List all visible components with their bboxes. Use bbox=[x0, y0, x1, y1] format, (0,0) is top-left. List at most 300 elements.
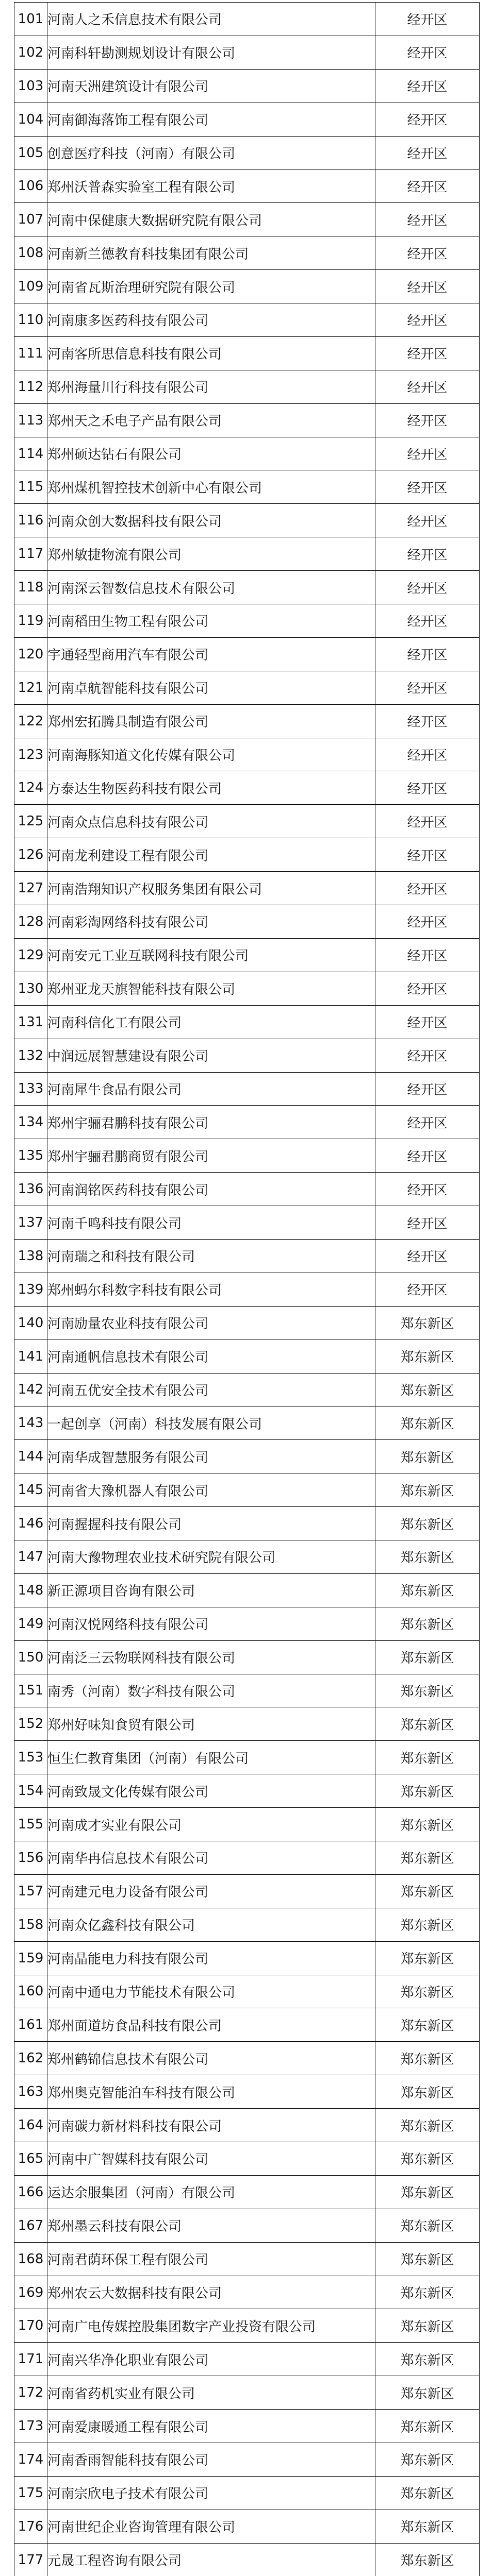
table-row bbox=[14, 136, 480, 170]
company-name: 河南客所思信息科技有限公司 bbox=[47, 336, 375, 370]
company-name: 河南泛三云物联网科技有限公司 bbox=[47, 1640, 375, 1674]
district: 经开区 bbox=[375, 1039, 480, 1072]
company-name: 河南众点信息科技有限公司 bbox=[47, 805, 375, 838]
row-number: 129 bbox=[14, 938, 47, 972]
table-row bbox=[14, 69, 480, 103]
table-row bbox=[14, 2543, 480, 2576]
row-number: 130 bbox=[14, 972, 47, 1005]
district: 郑东新区 bbox=[375, 1340, 480, 1373]
table-row bbox=[14, 571, 480, 604]
district: 经开区 bbox=[375, 103, 480, 136]
district: 经开区 bbox=[375, 403, 480, 437]
company-name: 河南深云智数信息技术有限公司 bbox=[47, 571, 375, 604]
row-number: 107 bbox=[14, 203, 47, 236]
company-name: 河南碳力新材料科技有限公司 bbox=[47, 2109, 375, 2142]
company-name: 河南千鸣科技有限公司 bbox=[47, 1206, 375, 1240]
row-number: 175 bbox=[14, 2476, 47, 2510]
row-number: 133 bbox=[14, 1072, 47, 1106]
table-row bbox=[14, 103, 480, 136]
company-name: 南秀（河南）数字科技有限公司 bbox=[47, 1674, 375, 1707]
table-row bbox=[14, 2008, 480, 2042]
table-row bbox=[14, 905, 480, 939]
district: 经开区 bbox=[375, 437, 480, 470]
company-name: 河南科信化工有限公司 bbox=[47, 1005, 375, 1039]
table-row bbox=[14, 236, 480, 270]
company-name: 宇通轻型商用汽车有限公司 bbox=[47, 637, 375, 671]
district: 郑东新区 bbox=[375, 1808, 480, 1841]
table-row bbox=[14, 1406, 480, 1440]
district: 郑东新区 bbox=[375, 1306, 480, 1340]
table-row bbox=[14, 805, 480, 838]
table-row bbox=[14, 1841, 480, 1874]
table-row bbox=[14, 2309, 480, 2343]
row-number: 134 bbox=[14, 1106, 47, 1139]
row-number: 172 bbox=[14, 2376, 47, 2410]
row-number: 168 bbox=[14, 2242, 47, 2276]
company-name: 恒生仁教育集团（河南）有限公司 bbox=[47, 1741, 375, 1774]
district: 郑东新区 bbox=[375, 1908, 480, 1941]
row-number: 138 bbox=[14, 1239, 47, 1273]
row-number: 165 bbox=[14, 2142, 47, 2176]
company-name: 河南科轩勘测规划设计有限公司 bbox=[47, 36, 375, 69]
table-row bbox=[14, 36, 480, 69]
company-name: 运达余服集团（河南）有限公司 bbox=[47, 2175, 375, 2209]
row-number: 126 bbox=[14, 838, 47, 872]
district: 郑东新区 bbox=[375, 1741, 480, 1774]
district: 郑东新区 bbox=[375, 1774, 480, 1808]
row-number: 124 bbox=[14, 771, 47, 805]
row-number: 132 bbox=[14, 1039, 47, 1072]
row-number: 111 bbox=[14, 336, 47, 370]
row-number: 108 bbox=[14, 236, 47, 270]
district: 郑东新区 bbox=[375, 2276, 480, 2309]
company-name: 河南中保健康大数据研究院有限公司 bbox=[47, 203, 375, 236]
table-row bbox=[14, 370, 480, 403]
district: 经开区 bbox=[375, 236, 480, 270]
district: 经开区 bbox=[375, 1139, 480, 1173]
table-row bbox=[14, 1273, 480, 1306]
row-number: 122 bbox=[14, 704, 47, 738]
row-number: 146 bbox=[14, 1507, 47, 1540]
district: 郑东新区 bbox=[375, 2476, 480, 2510]
district: 郑东新区 bbox=[375, 1373, 480, 1406]
company-name: 河南卓航智能科技有限公司 bbox=[47, 671, 375, 704]
table-row bbox=[14, 2109, 480, 2142]
district: 经开区 bbox=[375, 972, 480, 1005]
table-row bbox=[14, 470, 480, 504]
district: 经开区 bbox=[375, 69, 480, 103]
row-number: 121 bbox=[14, 671, 47, 704]
company-name: 河南成才实业有限公司 bbox=[47, 1808, 375, 1841]
company-name: 郑州煤机智控技术创新中心有限公司 bbox=[47, 470, 375, 504]
table-row bbox=[14, 3, 480, 36]
table-row bbox=[14, 2242, 480, 2276]
row-number: 160 bbox=[14, 1975, 47, 2008]
district: 郑东新区 bbox=[375, 1473, 480, 1507]
district: 郑东新区 bbox=[375, 2142, 480, 2176]
row-number: 158 bbox=[14, 1908, 47, 1941]
table-row bbox=[14, 2209, 480, 2242]
table-row bbox=[14, 2175, 480, 2209]
company-name: 郑州硕达钻石有限公司 bbox=[47, 437, 375, 470]
district: 经开区 bbox=[375, 771, 480, 805]
district: 郑东新区 bbox=[375, 2410, 480, 2443]
row-number: 166 bbox=[14, 2175, 47, 2209]
table-row bbox=[14, 838, 480, 872]
company-name: 河南新兰德教育科技集团有限公司 bbox=[47, 236, 375, 270]
row-number: 157 bbox=[14, 1874, 47, 1908]
company-name: 河南大豫物理农业技术研究院有限公司 bbox=[47, 1540, 375, 1573]
company-name: 河南华成智慧服务有限公司 bbox=[47, 1440, 375, 1473]
company-name: 郑州宇骊君鹏商贸有限公司 bbox=[47, 1139, 375, 1173]
district: 郑东新区 bbox=[375, 1941, 480, 1975]
row-number: 109 bbox=[14, 270, 47, 303]
district: 郑东新区 bbox=[375, 2175, 480, 2209]
district: 郑东新区 bbox=[375, 2242, 480, 2276]
row-number: 161 bbox=[14, 2008, 47, 2042]
table-row bbox=[14, 1808, 480, 1841]
table-row bbox=[14, 771, 480, 805]
table-row bbox=[14, 403, 480, 437]
table-row bbox=[14, 1173, 480, 1206]
row-number: 120 bbox=[14, 637, 47, 671]
table-row bbox=[14, 1674, 480, 1707]
table-row bbox=[14, 1340, 480, 1373]
district: 经开区 bbox=[375, 370, 480, 403]
company-name: 河南通帆信息技术有限公司 bbox=[47, 1340, 375, 1373]
row-number: 154 bbox=[14, 1774, 47, 1808]
district: 经开区 bbox=[375, 270, 480, 303]
district: 经开区 bbox=[375, 1072, 480, 1106]
row-number: 151 bbox=[14, 1674, 47, 1707]
company-name: 河南致晟文化传媒有限公司 bbox=[47, 1774, 375, 1808]
company-name: 河南龙利建设工程有限公司 bbox=[47, 838, 375, 872]
row-number: 163 bbox=[14, 2075, 47, 2109]
row-number: 112 bbox=[14, 370, 47, 403]
company-name: 郑州好味知食贸有限公司 bbox=[47, 1707, 375, 1741]
row-number: 119 bbox=[14, 604, 47, 638]
table-row bbox=[14, 1975, 480, 2008]
district: 经开区 bbox=[375, 604, 480, 638]
district: 经开区 bbox=[375, 872, 480, 905]
company-name: 河南宗欣电子技术有限公司 bbox=[47, 2476, 375, 2510]
district: 经开区 bbox=[375, 203, 480, 236]
table-row bbox=[14, 1507, 480, 1540]
company-name: 郑州农云大数据科技有限公司 bbox=[47, 2276, 375, 2309]
row-number: 127 bbox=[14, 872, 47, 905]
company-name: 河南天洲建筑设计有限公司 bbox=[47, 69, 375, 103]
table-row bbox=[14, 1640, 480, 1674]
district: 经开区 bbox=[375, 170, 480, 203]
company-name: 河南省瓦斯治理研究院有限公司 bbox=[47, 270, 375, 303]
table-row bbox=[14, 1540, 480, 1573]
district: 郑东新区 bbox=[375, 2042, 480, 2075]
row-number: 123 bbox=[14, 738, 47, 771]
company-name: 郑州沃普森实验室工程有限公司 bbox=[47, 170, 375, 203]
company-name: 郑州宏拓腾具制造有限公司 bbox=[47, 704, 375, 738]
table-row bbox=[14, 1941, 480, 1975]
table-row bbox=[14, 203, 480, 236]
district: 经开区 bbox=[375, 1239, 480, 1273]
row-number: 176 bbox=[14, 2510, 47, 2543]
district: 郑东新区 bbox=[375, 1874, 480, 1908]
company-name: 河南人之禾信息技术有限公司 bbox=[47, 3, 375, 36]
district: 经开区 bbox=[375, 3, 480, 36]
company-name: 郑州蚂尔科数字科技有限公司 bbox=[47, 1273, 375, 1306]
row-number: 104 bbox=[14, 103, 47, 136]
district: 郑东新区 bbox=[375, 2008, 480, 2042]
company-name: 一起创享（河南）科技发展有限公司 bbox=[47, 1406, 375, 1440]
table-row bbox=[14, 704, 480, 738]
table-row bbox=[14, 1440, 480, 1473]
district: 郑东新区 bbox=[375, 1607, 480, 1640]
company-name: 河南中广智媒科技有限公司 bbox=[47, 2142, 375, 2176]
table-row bbox=[14, 336, 480, 370]
company-name: 郑州面道坊食品科技有限公司 bbox=[47, 2008, 375, 2042]
row-number: 102 bbox=[14, 36, 47, 69]
company-name: 河南君荫环保工程有限公司 bbox=[47, 2242, 375, 2276]
company-name: 河南瑞之和科技有限公司 bbox=[47, 1239, 375, 1273]
row-number: 136 bbox=[14, 1173, 47, 1206]
row-number: 149 bbox=[14, 1607, 47, 1640]
row-number: 164 bbox=[14, 2109, 47, 2142]
district: 经开区 bbox=[375, 905, 480, 939]
table-row bbox=[14, 2075, 480, 2109]
district: 经开区 bbox=[375, 938, 480, 972]
row-number: 116 bbox=[14, 504, 47, 537]
row-number: 155 bbox=[14, 1808, 47, 1841]
row-number: 156 bbox=[14, 1841, 47, 1874]
table-row bbox=[14, 1707, 480, 1741]
row-number: 143 bbox=[14, 1406, 47, 1440]
company-name: 河南世纪企业咨询管理有限公司 bbox=[47, 2510, 375, 2543]
table-row bbox=[14, 2276, 480, 2309]
company-name: 河南安元工业互联网科技有限公司 bbox=[47, 938, 375, 972]
district: 经开区 bbox=[375, 738, 480, 771]
company-name: 河南润铭医药科技有限公司 bbox=[47, 1173, 375, 1206]
row-number: 162 bbox=[14, 2042, 47, 2075]
table-row bbox=[14, 1373, 480, 1406]
company-name: 河南华冉信息技术有限公司 bbox=[47, 1841, 375, 1874]
row-number: 147 bbox=[14, 1540, 47, 1573]
company-list-body bbox=[14, 3, 480, 2576]
row-number: 145 bbox=[14, 1473, 47, 1507]
table-row bbox=[14, 1206, 480, 1240]
row-number: 125 bbox=[14, 805, 47, 838]
company-name: 中润远展智慧建设有限公司 bbox=[47, 1039, 375, 1072]
company-name: 河南中通电力节能技术有限公司 bbox=[47, 1975, 375, 2008]
row-number: 169 bbox=[14, 2276, 47, 2309]
table-row bbox=[14, 2410, 480, 2443]
row-number: 159 bbox=[14, 1941, 47, 1975]
company-name: 河南五优安全技术有限公司 bbox=[47, 1373, 375, 1406]
table-row bbox=[14, 303, 480, 337]
district: 郑东新区 bbox=[375, 2543, 480, 2576]
company-name: 河南建元电力设备有限公司 bbox=[47, 1874, 375, 1908]
row-number: 110 bbox=[14, 303, 47, 337]
row-number: 153 bbox=[14, 1741, 47, 1774]
district: 郑东新区 bbox=[375, 1640, 480, 1674]
table-row bbox=[14, 1239, 480, 1273]
district: 郑东新区 bbox=[375, 1440, 480, 1473]
district: 经开区 bbox=[375, 637, 480, 671]
table-row bbox=[14, 2142, 480, 2176]
row-number: 117 bbox=[14, 537, 47, 571]
row-number: 148 bbox=[14, 1573, 47, 1607]
table-row bbox=[14, 2343, 480, 2376]
row-number: 139 bbox=[14, 1273, 47, 1306]
row-number: 115 bbox=[14, 470, 47, 504]
table-row bbox=[14, 1573, 480, 1607]
table-row bbox=[14, 1005, 480, 1039]
company-name: 河南励量农业科技有限公司 bbox=[47, 1306, 375, 1340]
table-row bbox=[14, 1607, 480, 1640]
table-row bbox=[14, 1106, 480, 1139]
row-number: 173 bbox=[14, 2410, 47, 2443]
company-name: 元晟工程咨询有限公司 bbox=[47, 2543, 375, 2576]
company-name: 河南广电传媒控股集团数字产业投资有限公司 bbox=[47, 2309, 375, 2343]
company-name: 河南浩翔知识产权服务集团有限公司 bbox=[47, 872, 375, 905]
table-row bbox=[14, 604, 480, 638]
company-name: 河南汉悦网络科技有限公司 bbox=[47, 1607, 375, 1640]
table-row bbox=[14, 738, 480, 771]
district: 经开区 bbox=[375, 1106, 480, 1139]
district: 经开区 bbox=[375, 1173, 480, 1206]
district: 郑东新区 bbox=[375, 2309, 480, 2343]
table-row bbox=[14, 938, 480, 972]
row-number: 141 bbox=[14, 1340, 47, 1373]
table-row bbox=[14, 872, 480, 905]
row-number: 105 bbox=[14, 136, 47, 170]
table-row bbox=[14, 1908, 480, 1941]
row-number: 140 bbox=[14, 1306, 47, 1340]
company-name: 河南晶能电力科技有限公司 bbox=[47, 1941, 375, 1975]
district: 郑东新区 bbox=[375, 2109, 480, 2142]
company-name: 河南握握科技有限公司 bbox=[47, 1507, 375, 1540]
row-number: 114 bbox=[14, 437, 47, 470]
district: 郑东新区 bbox=[375, 1841, 480, 1874]
table-row bbox=[14, 2443, 480, 2477]
company-name: 河南省药机实业有限公司 bbox=[47, 2376, 375, 2410]
district: 经开区 bbox=[375, 36, 480, 69]
company-name: 河南众创大数据科技有限公司 bbox=[47, 504, 375, 537]
row-number: 171 bbox=[14, 2343, 47, 2376]
row-number: 174 bbox=[14, 2443, 47, 2477]
company-name: 郑州敏捷物流有限公司 bbox=[47, 537, 375, 571]
row-number: 103 bbox=[14, 69, 47, 103]
district: 经开区 bbox=[375, 470, 480, 504]
table-row bbox=[14, 2376, 480, 2410]
table-row bbox=[14, 1741, 480, 1774]
company-list-table bbox=[14, 2, 480, 2576]
table-row bbox=[14, 1039, 480, 1072]
district: 经开区 bbox=[375, 1005, 480, 1039]
row-number: 144 bbox=[14, 1440, 47, 1473]
company-name: 郑州宇骊君鹏科技有限公司 bbox=[47, 1106, 375, 1139]
row-number: 128 bbox=[14, 905, 47, 939]
district: 郑东新区 bbox=[375, 2510, 480, 2543]
row-number: 106 bbox=[14, 170, 47, 203]
row-number: 113 bbox=[14, 403, 47, 437]
district: 经开区 bbox=[375, 504, 480, 537]
district: 经开区 bbox=[375, 704, 480, 738]
company-name: 创意医疗科技（河南）有限公司 bbox=[47, 136, 375, 170]
district: 郑东新区 bbox=[375, 1707, 480, 1741]
company-name: 河南爱康暖通工程有限公司 bbox=[47, 2410, 375, 2443]
district: 经开区 bbox=[375, 838, 480, 872]
district: 郑东新区 bbox=[375, 1540, 480, 1573]
company-name: 郑州海量川行科技有限公司 bbox=[47, 370, 375, 403]
table-row bbox=[14, 637, 480, 671]
company-name: 河南香雨智能科技有限公司 bbox=[47, 2443, 375, 2477]
row-number: 167 bbox=[14, 2209, 47, 2242]
row-number: 101 bbox=[14, 3, 47, 36]
row-number: 131 bbox=[14, 1005, 47, 1039]
company-name: 郑州奥克智能泊车科技有限公司 bbox=[47, 2075, 375, 2109]
table-row bbox=[14, 1774, 480, 1808]
row-number: 118 bbox=[14, 571, 47, 604]
company-name: 新正源项目咨询有限公司 bbox=[47, 1573, 375, 1607]
district: 经开区 bbox=[375, 671, 480, 704]
row-number: 170 bbox=[14, 2309, 47, 2343]
company-name: 河南省大豫机器人有限公司 bbox=[47, 1473, 375, 1507]
table-row bbox=[14, 2510, 480, 2543]
table-row bbox=[14, 437, 480, 470]
table-row bbox=[14, 504, 480, 537]
district: 经开区 bbox=[375, 336, 480, 370]
table-row bbox=[14, 1473, 480, 1507]
district: 经开区 bbox=[375, 1206, 480, 1240]
district: 郑东新区 bbox=[375, 2209, 480, 2242]
district: 郑东新区 bbox=[375, 2376, 480, 2410]
district: 经开区 bbox=[375, 136, 480, 170]
district: 郑东新区 bbox=[375, 2075, 480, 2109]
company-name: 河南稻田生物工程有限公司 bbox=[47, 604, 375, 638]
table-row bbox=[14, 2476, 480, 2510]
table-row bbox=[14, 1139, 480, 1173]
row-number: 137 bbox=[14, 1206, 47, 1240]
table-row bbox=[14, 1072, 480, 1106]
company-name: 郑州天之禾电子产品有限公司 bbox=[47, 403, 375, 437]
district: 郑东新区 bbox=[375, 1975, 480, 2008]
district: 经开区 bbox=[375, 805, 480, 838]
district: 经开区 bbox=[375, 1273, 480, 1306]
row-number: 150 bbox=[14, 1640, 47, 1674]
table-row bbox=[14, 537, 480, 571]
row-number: 152 bbox=[14, 1707, 47, 1741]
district: 郑东新区 bbox=[375, 2343, 480, 2376]
company-name: 河南兴华净化职业有限公司 bbox=[47, 2343, 375, 2376]
company-name: 河南海豚知道文化传媒有限公司 bbox=[47, 738, 375, 771]
district: 经开区 bbox=[375, 303, 480, 337]
table-row bbox=[14, 2042, 480, 2075]
table-row bbox=[14, 972, 480, 1005]
company-name: 郑州鹤锦信息技术有限公司 bbox=[47, 2042, 375, 2075]
district: 郑东新区 bbox=[375, 2443, 480, 2477]
company-name: 河南犀牛食品有限公司 bbox=[47, 1072, 375, 1106]
district: 经开区 bbox=[375, 537, 480, 571]
company-name: 河南众亿鑫科技有限公司 bbox=[47, 1908, 375, 1941]
table-row bbox=[14, 1874, 480, 1908]
company-name: 河南御海落饰工程有限公司 bbox=[47, 103, 375, 136]
row-number: 142 bbox=[14, 1373, 47, 1406]
row-number: 135 bbox=[14, 1139, 47, 1173]
district: 郑东新区 bbox=[375, 1674, 480, 1707]
table-row bbox=[14, 671, 480, 704]
table-row bbox=[14, 270, 480, 303]
company-name: 河南彩淘网络科技有限公司 bbox=[47, 905, 375, 939]
company-name: 郑州亚龙天旗智能科技有限公司 bbox=[47, 972, 375, 1005]
